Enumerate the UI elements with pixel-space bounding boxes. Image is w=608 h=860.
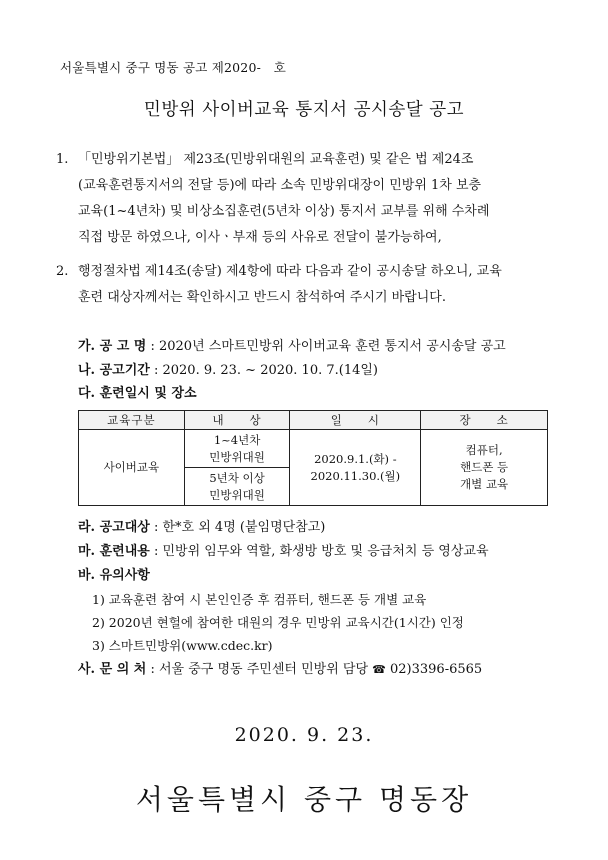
item-announcement-period xyxy=(78,361,378,381)
table-header-cell: 일 시 xyxy=(290,411,421,430)
note-item: 3) 스마트민방위(www.cdec.kr) xyxy=(92,638,273,653)
item-label: 마. 훈련내용 xyxy=(78,544,150,559)
paragraph-line: 「민방위기본법」 제23조(민방위대원의 교육훈련) 및 같은 법 제24조 xyxy=(78,152,474,167)
issue-date: 2020. 9. 23. xyxy=(234,724,374,746)
paragraph-2 xyxy=(56,259,548,311)
paragraph-line: 훈련 대상자께서는 확인하시고 반드시 참석하여 주시기 바랍니다. xyxy=(78,290,446,305)
table-row xyxy=(79,430,548,468)
paragraph-line: (교육훈련통지서의 전달 등)에 따라 소속 민방위대장이 민방위 1차 보충 xyxy=(78,178,482,193)
paragraph-line: 행정절차법 제14조(송달) 제4항에 따라 다음과 같이 공시송달 하오니, 교육 xyxy=(78,264,502,279)
item-label: 다. 훈련일시 및 장소 xyxy=(78,386,197,401)
item-training-content xyxy=(78,542,489,562)
place-cell xyxy=(421,430,548,506)
item-label: 사. 문 의 처 xyxy=(78,662,147,677)
phone-number: 02)3396-6565 xyxy=(385,662,483,677)
target-cell xyxy=(184,430,290,468)
item-label: 가. 공 고 명 xyxy=(78,339,147,354)
issuer-name: 서울특별시 중구 명동장 xyxy=(135,783,473,816)
table-header-cell: 교육구분 xyxy=(79,411,185,430)
target-line: 1~4년차 xyxy=(213,432,261,447)
table-header-cell: 내 상 xyxy=(184,411,290,430)
datetime-line: 2020.11.30.(월) xyxy=(310,468,401,483)
notice-number: 서울특별시 중구 명동 공고 제2020- 호 xyxy=(60,60,287,75)
schedule-table xyxy=(78,410,548,506)
note-item: 1) 교육훈련 참여 시 본인인증 후 컴퓨터, 핸드폰 등 개별 교육 xyxy=(92,592,427,607)
paragraph-number: 2. xyxy=(56,264,69,279)
table-header-row xyxy=(79,411,548,430)
item-value: : 서울 중구 명동 주민센터 민방위 담당 xyxy=(146,662,373,677)
category-cell: 사이버교육 xyxy=(79,430,185,506)
paragraph-1 xyxy=(56,147,548,251)
document-title: 민방위 사이버교육 통지서 공시송달 공고 xyxy=(143,100,465,120)
item-value: : 2020년 스마트민방위 사이버교육 훈련 통지서 공시송달 공고 xyxy=(146,339,506,354)
target-line: 5년차 이상 xyxy=(209,470,265,485)
datetime-line: 2020.9.1.(화) - xyxy=(314,451,397,466)
item-contact xyxy=(78,660,482,680)
target-line: 민방위대원 xyxy=(209,487,265,502)
datetime-cell xyxy=(290,430,421,506)
item-value: : 민방위 임무와 역할, 화생방 방호 및 응급처치 등 영상교육 xyxy=(149,544,489,559)
item-notes-heading xyxy=(78,566,150,586)
place-line: 개별 교육 xyxy=(460,477,509,491)
item-target xyxy=(78,518,325,538)
target-cell xyxy=(184,468,290,506)
place-line: 핸드폰 등 xyxy=(460,460,509,474)
paragraph-line: 교육(1~4년차) 및 비상소집훈련(5년차 이상) 통지서 교부를 위해 수차례 xyxy=(78,204,490,219)
note-item: 2) 2020년 현헐에 참여한 대원의 경우 민방위 교육시간(1시간) 인정 xyxy=(92,615,464,630)
item-label: 나. 공고기간 xyxy=(78,363,150,378)
paragraph-line: 직접 방문 하였으나, 이사ㆍ부재 등의 사유로 전달이 불가능하여, xyxy=(78,230,442,245)
target-line: 민방위대원 xyxy=(209,449,265,464)
item-value: : 한*호 외 4명 (붙임명단참고) xyxy=(149,520,326,535)
item-label: 바. 유의사항 xyxy=(78,568,150,583)
item-label: 라. 공고대상 xyxy=(78,520,150,535)
phone-icon: ☎ xyxy=(372,663,386,676)
place-line: 컴퓨터, xyxy=(465,443,503,457)
item-value: : 2020. 9. 23. ~ 2020. 10. 7.(14일) xyxy=(149,363,379,378)
item-announcement-name xyxy=(78,337,506,357)
table-header-cell: 장 소 xyxy=(421,411,548,430)
paragraph-number: 1. xyxy=(56,152,69,167)
item-schedule-heading xyxy=(78,384,197,404)
